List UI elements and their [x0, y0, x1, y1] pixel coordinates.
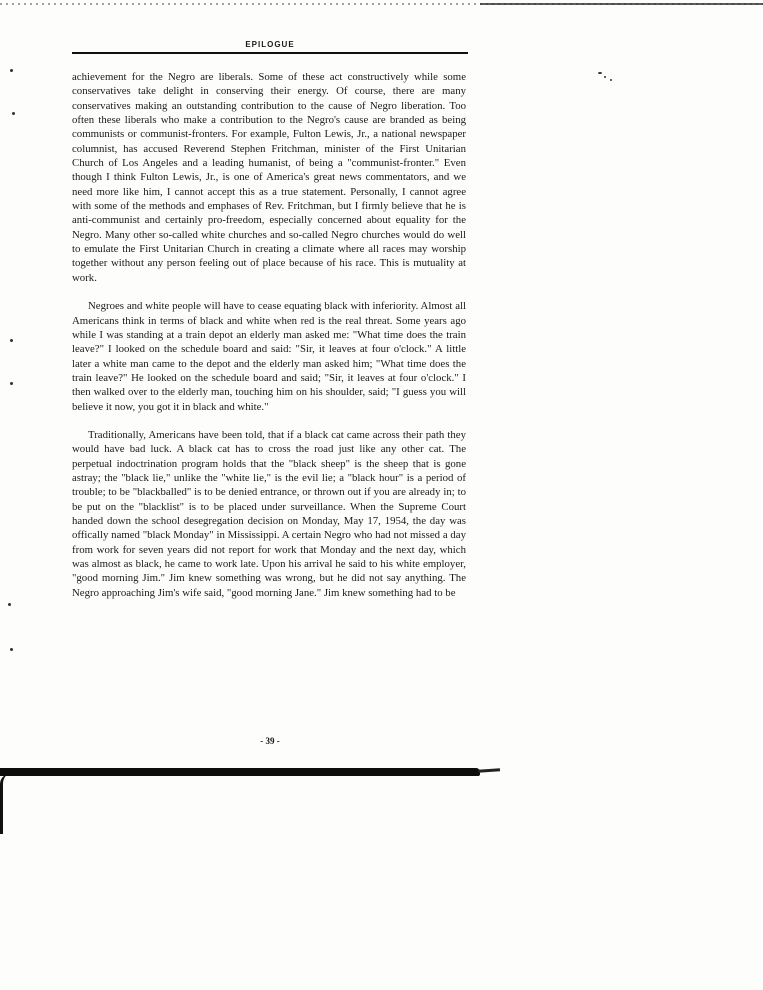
- scan-speck: [610, 79, 612, 81]
- scan-speck: [10, 382, 13, 385]
- page-number: - 39 -: [260, 736, 280, 746]
- scan-speck: [598, 72, 602, 74]
- running-header: EPILOGUE: [245, 40, 295, 49]
- body-text: [72, 70, 466, 614]
- scan-bottom-bar: [0, 768, 480, 776]
- paragraph-3: Traditionally, Americans have been told, that if a black cat came across their path they would have bad luck. A black cat has to cross the road just like any other cat. The perpetual indoctrination program holds that the "black sheep" is the sheep that is gone astray; the "black lie," unlike the "white lie," is the evil lie; a "black hour" is a period of trouble; to be "blackballed" is to be denied entrance, or thrown out if you are already in; to be put on the "blacklist" is to be placed under surveillance. When the Supreme Court handed down the school desegregation decision on Monday, May 17, 1954, the day was offically named "black Monday" in Mississippi. A certain Negro who had not missed a day from work for seven years did not report for work that Monday and the next day, which was almost as black, he came to work late. Upon his arrival he said to his white employer, "good morning Jim." Jim knew something was wrong, but he did not say anything. The Negro approaching Jim's wife said, "good morning Jane." Jim knew something had to be: [72, 428, 466, 599]
- scan-speck: [10, 69, 13, 72]
- scan-speck: [12, 112, 15, 115]
- scan-speck: [8, 603, 11, 606]
- scan-page-curl: [0, 774, 13, 834]
- scan-speck: [10, 648, 13, 651]
- paragraph-1: achievement for the Negro are liberals. Some of these act constructively while some conservatives take delight in conserving their energy. Of course, there are many conservatives making an outstanding contribution to the cause of Negro liberation. Too often these liberals who make a contribution to the Negro's cause are branded as being communists or communist-fronters. For example, Fulton Lewis, Jr., a national newspaper columnist, has accused Reverend Stephen Fritchman, minister of the First Unitarian Church of Los Angeles and a leading humanist, of being a "communist-fronter." Even though I think Fulton Lewis, Jr., is one of America's great news commentators, and we need more like him, I cannot accept this as a true statement. Personally, I cannot agree with some of the methods and emphases of Rev. Fritchman, but I firmly believe that he is anti-communist and certainly pro-freedom, especially concerned about equality for the Negro. Many other so-called white churches and so-called Negro churches would do well to emulate the First Unitarian Church in creating a climate where all races may worship together without any person feeling out of place because of his race. This is mutuality at work.: [72, 71, 466, 284]
- scan-bottom-bar-tail: [478, 768, 500, 773]
- scan-speck: [604, 76, 606, 78]
- header-rule: [72, 52, 468, 54]
- page-top-edge-solid: [480, 3, 763, 5]
- paragraph-2: Negroes and white people will have to cease equating black with inferiority. Almost all Americans think in terms of black and white when red is the real threat. Some years ago while I was standing at a train depot an elderly man asked me: "What time does the train leave?" I looked on the schedule board and said: "Sir, it leaves at four o'clock." A little later a white man came to the depot and the elderly man asked him; "What time does the train leave?" He looked on the schedule board and said; "Sir, it leaves at four o'clock." I then walked over to the elderly man, touching him on his shoulder, said; "I guess you will believe it now, you got it in black and white.": [72, 300, 466, 413]
- scan-speck: [10, 339, 13, 342]
